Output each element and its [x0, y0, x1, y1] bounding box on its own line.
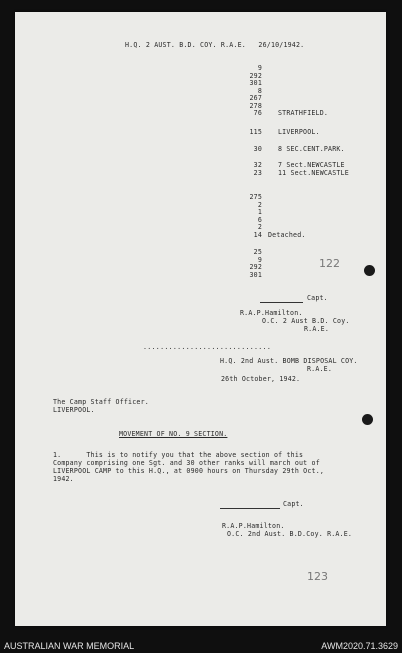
- roll-number: 115: [249, 128, 262, 136]
- heading-unit: H.Q. 2nd Aust. BOMB DISPOSAL COY.: [220, 357, 358, 365]
- body-line: Company comprising one Sgt. and 30 other ranks will march out of: [53, 459, 320, 467]
- roll-number: 292: [249, 71, 262, 80]
- punch-hole: [364, 265, 375, 276]
- detached-label: Detached.: [268, 231, 306, 239]
- location-entry: LIVERPOOL.: [278, 128, 320, 136]
- signature-unit: R.A.E.: [304, 325, 330, 333]
- archive-footer: [0, 638, 402, 653]
- body-line: LIVERPOOL CAMP to this H.Q., at 0900 hours on Thursday 29th Oct.,: [53, 467, 325, 475]
- signature-capt: Capt.: [283, 500, 304, 508]
- roll-number: 301: [249, 79, 262, 87]
- signature-title: O.C. 2nd Aust. B.D.Coy. R.A.E.: [227, 530, 353, 538]
- location-strathfield: STRATHFIELD.: [278, 109, 329, 117]
- dotted-separator: ..............................: [143, 343, 272, 351]
- letter-date: 26th October, 1942.: [221, 375, 301, 383]
- roll-number: 23: [253, 169, 262, 177]
- roll-number: 301: [249, 270, 262, 279]
- addressee-location: LIVERPOOL.: [53, 406, 95, 414]
- roll-number: 30: [253, 145, 262, 153]
- roll-group-3: [240, 249, 262, 279]
- signature-line: [220, 508, 280, 509]
- subject-heading: MOVEMENT OF NO. 9 SECTION.: [119, 430, 228, 438]
- signature-name: R.A.P.Hamilton.: [240, 309, 303, 317]
- location-entry: 7 Sect.NEWCASTLE: [278, 161, 345, 169]
- roll-number: 267: [249, 94, 262, 102]
- letterhead: H.Q. 2 AUST. B.D. COY. R.A.E. 26/10/1942.: [125, 41, 305, 49]
- roll-number: 278: [249, 101, 262, 110]
- roll-number: 8: [257, 86, 262, 95]
- roll-number: 2: [257, 223, 262, 231]
- body-line: 1942.: [53, 475, 74, 483]
- roll-number: 275: [249, 193, 262, 201]
- heading-rae: R.A.E.: [307, 365, 333, 373]
- body-line: 1. This is to notify you that the above section of this: [53, 451, 304, 459]
- roll-number: 32: [253, 161, 262, 169]
- roll-number: 9: [257, 64, 262, 72]
- archive-reference: AWM2020.71.3629: [321, 641, 398, 651]
- signature-title: O.C. 2 Aust B.D. Coy.: [262, 317, 350, 325]
- signature-name: R.A.P.Hamilton.: [222, 522, 285, 530]
- roll-number: 9: [257, 255, 262, 264]
- roll-number: 76: [253, 109, 262, 117]
- roll-group-1: [240, 65, 262, 118]
- roll-number: 292: [249, 263, 262, 271]
- roll-number: 25: [253, 248, 262, 256]
- roll-number: 1: [257, 208, 262, 216]
- location-entry: 8 SEC.CENT.PARK.: [278, 145, 345, 153]
- roll-group-2: [240, 194, 262, 239]
- addressee-title: The Camp Staff Officer.: [53, 398, 149, 406]
- pencil-folio-number: 122: [319, 257, 340, 270]
- punch-hole: [362, 414, 373, 425]
- archive-name: AUSTRALIAN WAR MEMORIAL: [4, 641, 135, 651]
- roll-number: 6: [257, 215, 262, 224]
- document-page: [15, 12, 386, 626]
- location-entry: 11 Sect.NEWCASTLE: [278, 169, 349, 177]
- pencil-folio-number: 123: [307, 570, 328, 583]
- roll-number: 14: [253, 230, 262, 239]
- roll-number: 2: [257, 200, 262, 209]
- signature-capt: Capt.: [307, 294, 328, 302]
- signature-line: [260, 302, 303, 303]
